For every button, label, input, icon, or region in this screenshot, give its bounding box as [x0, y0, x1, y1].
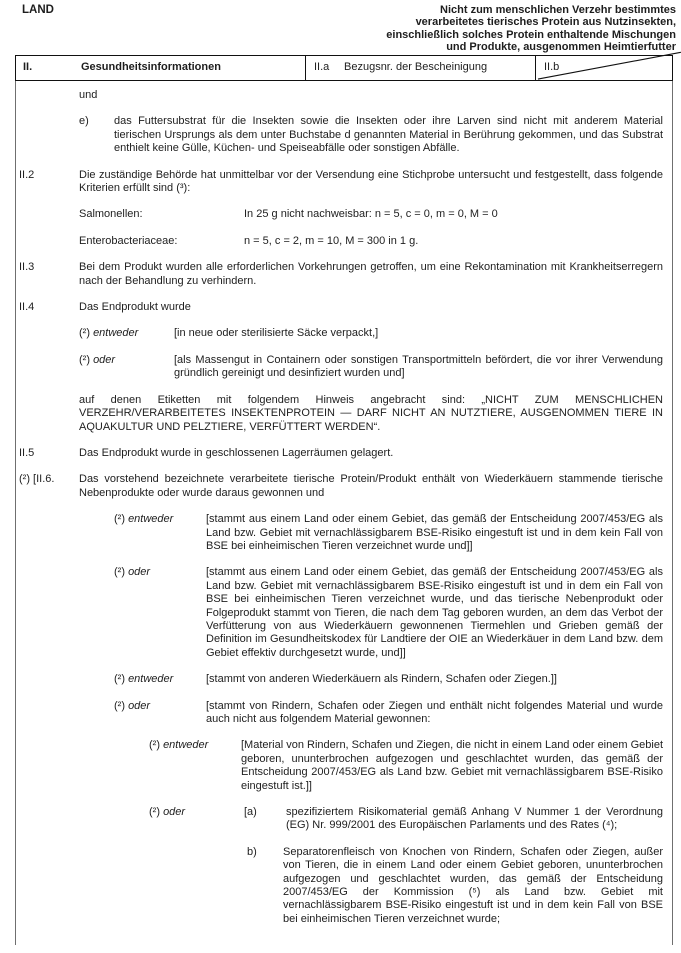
country-label: LAND	[22, 4, 54, 16]
section-number: II.	[23, 61, 33, 74]
item-ii4	[19, 301, 663, 314]
section-title: Gesundheitsinformationen	[81, 61, 221, 74]
clause-ii4-or-label	[79, 354, 174, 381]
clause-word: oder	[128, 566, 151, 579]
footnote-ref: (²)	[114, 673, 125, 686]
salmonella-label: Salmonellen:	[79, 208, 143, 221]
item-ii4-text: Das Endprodukt wurde	[79, 301, 191, 314]
footnote-ref: (²)	[79, 327, 90, 340]
salmonella-criteria: In 25 g nicht nachweisbar: n = 5, c = 0, m = 0, M = 0	[244, 208, 498, 221]
item-b-label: b)	[247, 845, 257, 858]
item-ii4-label-note: auf denen Etiketten mit folgendem Hinweis angebracht sind: „NICHT ZUM MENSCHLICHEN VERZEHR/VERARBEITETES INSEKTENPROTEIN — DARF NICHT AN NUTZTIERE, AUSGENOMMEN TIERE IN AQUAKULTUR UND PELZTIERE, VERFÜTTERT WERDEN“.	[79, 393, 663, 433]
clause-word: oder	[93, 353, 116, 366]
clause-ii6-or-2-text: [stammt von Rindern, Schafen oder Ziegen und enthält nicht folgendes Material und wurde auch nicht aus folgendem Material gewonnen:	[206, 699, 663, 725]
clause-ii4-either	[19, 327, 663, 340]
certificate-title	[386, 4, 676, 54]
field-iib-number: II.b	[544, 61, 560, 74]
item-ii6-number: (²) [II.6.	[19, 473, 55, 486]
item-a-text: spezifiziertem Risikomaterial gemäß Anhang V Nummer 1 der Verordnung (EG) Nr. 999/2001 des Europäischen Parlaments und des Rates (⁴);	[286, 806, 663, 832]
clause-word: oder	[163, 806, 186, 819]
footnote-ref: (²)	[114, 513, 125, 526]
enterobacteriaceae-label: Enterobacteriaceae:	[79, 234, 178, 247]
diagonal-strikethrough-icon	[536, 56, 672, 80]
header-cell-reference-number	[306, 56, 536, 80]
item-ii3-text: Bei dem Produkt wurden alle erforderlichen Vorkehrungen getroffen, um eine Rekontamination mit Krankheitserregern nach der Behandlung zu verhindern.	[79, 261, 663, 287]
item-a-label: [a)	[244, 806, 257, 819]
clause-ii4-either-text: [in neue oder sterilisierte Säcke verpackt,]	[174, 327, 379, 340]
item-ii4-number: II.4	[19, 301, 35, 314]
item-e-label: e)	[79, 115, 89, 128]
field-iia-label: Bezugsnr. der Bescheinigung	[344, 61, 488, 74]
clause-material-or	[19, 806, 663, 833]
footnote-ref: (²)	[149, 739, 160, 752]
title-line-1: Nicht zum menschlichen Verzehr bestimmtes	[440, 4, 676, 16]
clause-word: entweder	[93, 327, 139, 340]
title-line-3: einschließlich solches Protein enthaltende Mischungen	[386, 28, 676, 41]
clause-ii6-either-1-label	[114, 513, 206, 553]
item-ii5-text: Das Endprodukt wurde in geschlossenen Lagerräumen gelagert.	[79, 446, 394, 459]
clause-ii6-either-2-text: [stammt von anderen Wiederkäuern als Rindern, Schafen oder Ziegen.]]	[206, 673, 557, 686]
enterobacteriaceae-criteria: n = 5, c = 2, m = 10, M = 300 in 1 g.	[244, 234, 419, 247]
clause-ii6-or-1-label	[114, 566, 206, 660]
clause-material-either	[19, 739, 663, 793]
clause-ii6-either-2-label	[114, 673, 206, 686]
item-ii2-number: II.2	[19, 168, 35, 181]
clause-word: oder	[128, 699, 151, 712]
clause-ii6-or-1-text: [stammt aus einem Land oder einem Gebiet, das gemäß der Entscheidung 2007/453/EG als Land bzw. Gebiet mit vernachlässigbarem BSE-Risiko eingestuft ist und in dem ein Fall von BSE bei einheimischen Tieren verzeichnet wurde, und das tierische Nebenprodukt oder Folgeprodukt stammt von Tieren, die nach dem Tag geboren wurden, an dem das Verbot der Verfütterung von aus Wiederkäuern gewonnenen Tiermehlen und Grieben gemäß der Definition im Gesundheitskodex für Landtiere der OIE an Wiederkäuer in dem Land bzw. dem Gebiet effektiv durchgesetzt wurde, und]]	[206, 566, 663, 659]
clause-word: entweder	[128, 513, 174, 526]
item-ii2-text: Die zuständige Behörde hat unmittelbar vor der Versendung eine Stichprobe untersucht und festgestellt, dass folgende Kriterien erfüllt sind (³):	[79, 168, 663, 195]
item-b-text: Separatorenfleisch von Knochen von Rindern, Schafen oder Ziegen, außer von Tieren, die in einem Land oder einem Gebiet geboren, ununterbrochen aufgezogen und geschlachtet wurden, das gemäß der Entscheidung 2007/453/EG der Kommission (⁵) als Land bzw. Gebiet mit vernachlässigbarem BSE-Risiko eingestuft ist und in dem kein Fall von BSE bei einheimischen Tieren verzeichnet wurde;	[283, 845, 663, 925]
header-cell-health-info	[16, 56, 306, 80]
footnote-ref: (²)	[114, 699, 125, 712]
item-ii6-text: Das vorstehend bezeichnete verarbeitete tierische Protein/Produkt enthält von Wiederkäuern stammende tierische Nebenprodukte oder wurde daraus gewonnen und	[79, 473, 663, 499]
clause-ii6-either-2	[19, 673, 663, 686]
clause-word: entweder	[128, 673, 174, 686]
clause-ii6-either-1-text: [stammt aus einem Land oder einem Gebiet, das gemäß der Entscheidung 2007/453/EG als Land bzw. Gebiet mit vernachlässigbarem BSE-Risiko eingestuft ist und in dem kein Fall von BSE bei einheimischen Tieren verzeichnet wurde und]]	[206, 513, 663, 552]
title-line-4: und Produkte, ausgenommen Heimtierfutter	[446, 41, 676, 54]
clause-word: entweder	[163, 739, 209, 752]
clause-material-or-label	[149, 806, 244, 833]
clause-ii6-either-1	[19, 513, 663, 553]
title-line-2: verarbeitetes tierisches Protein aus Nutzinsekten,	[415, 16, 676, 29]
field-iia-number: II.a	[314, 61, 330, 74]
row-salmonella	[19, 208, 663, 221]
item-ii3-number: II.3	[19, 261, 35, 274]
item-ii2	[19, 169, 663, 196]
footnote-ref: (²)	[114, 566, 125, 579]
clause-ii6-or-2-label	[114, 700, 206, 727]
clause-ii4-or	[19, 354, 663, 381]
clause-ii4-either-label	[79, 327, 174, 340]
footnote-ref: (²)	[149, 806, 160, 819]
clause-material-either-text: [Material von Rindern, Schafen und Ziegen, die nicht in einem Land oder einem Gebiet geboren, ununterbrochen aufgezogen und geschlachtet wurden, das gemäß der Entscheidung 2007/453/EG als Land bzw. Gebiet mit vernachlässigbarem BSE-Risiko eingestuft ist.]]	[241, 739, 663, 792]
clause-ii4-or-text: [als Massengut in Containern oder sonstigen Transportmitteln befördert, die vor ihrer Verwendung gründlich gereinigt und desinfiziert wurden und]	[174, 353, 663, 380]
item-ii5-number: II.5	[19, 446, 35, 459]
section-header-row	[15, 55, 673, 81]
item-b	[19, 846, 663, 926]
item-ii6	[19, 473, 663, 500]
header-cell-iib	[536, 56, 672, 80]
footnote-ref: (²)	[79, 353, 90, 366]
conjunction-und: und	[79, 89, 98, 101]
item-ii3	[19, 261, 663, 288]
item-e	[19, 115, 663, 155]
row-enterobacteriaceae	[19, 235, 663, 248]
certificate-body	[15, 81, 673, 945]
clause-material-either-label	[149, 739, 241, 793]
clause-ii6-or-2	[19, 700, 663, 727]
item-ii5	[19, 447, 663, 460]
clause-ii6-or-1	[19, 566, 663, 660]
item-e-text: das Futtersubstrat für die Insekten sowie die Insekten oder ihre Larven sind nicht mit anderem Material tierischen Ursprungs als dem unter Buchstabe d genannten Material in Berührung gekommen, und das Substrat enthielt keine Gülle, Küchen- und Speiseabfälle oder sonstigen Abfälle.	[114, 115, 663, 155]
